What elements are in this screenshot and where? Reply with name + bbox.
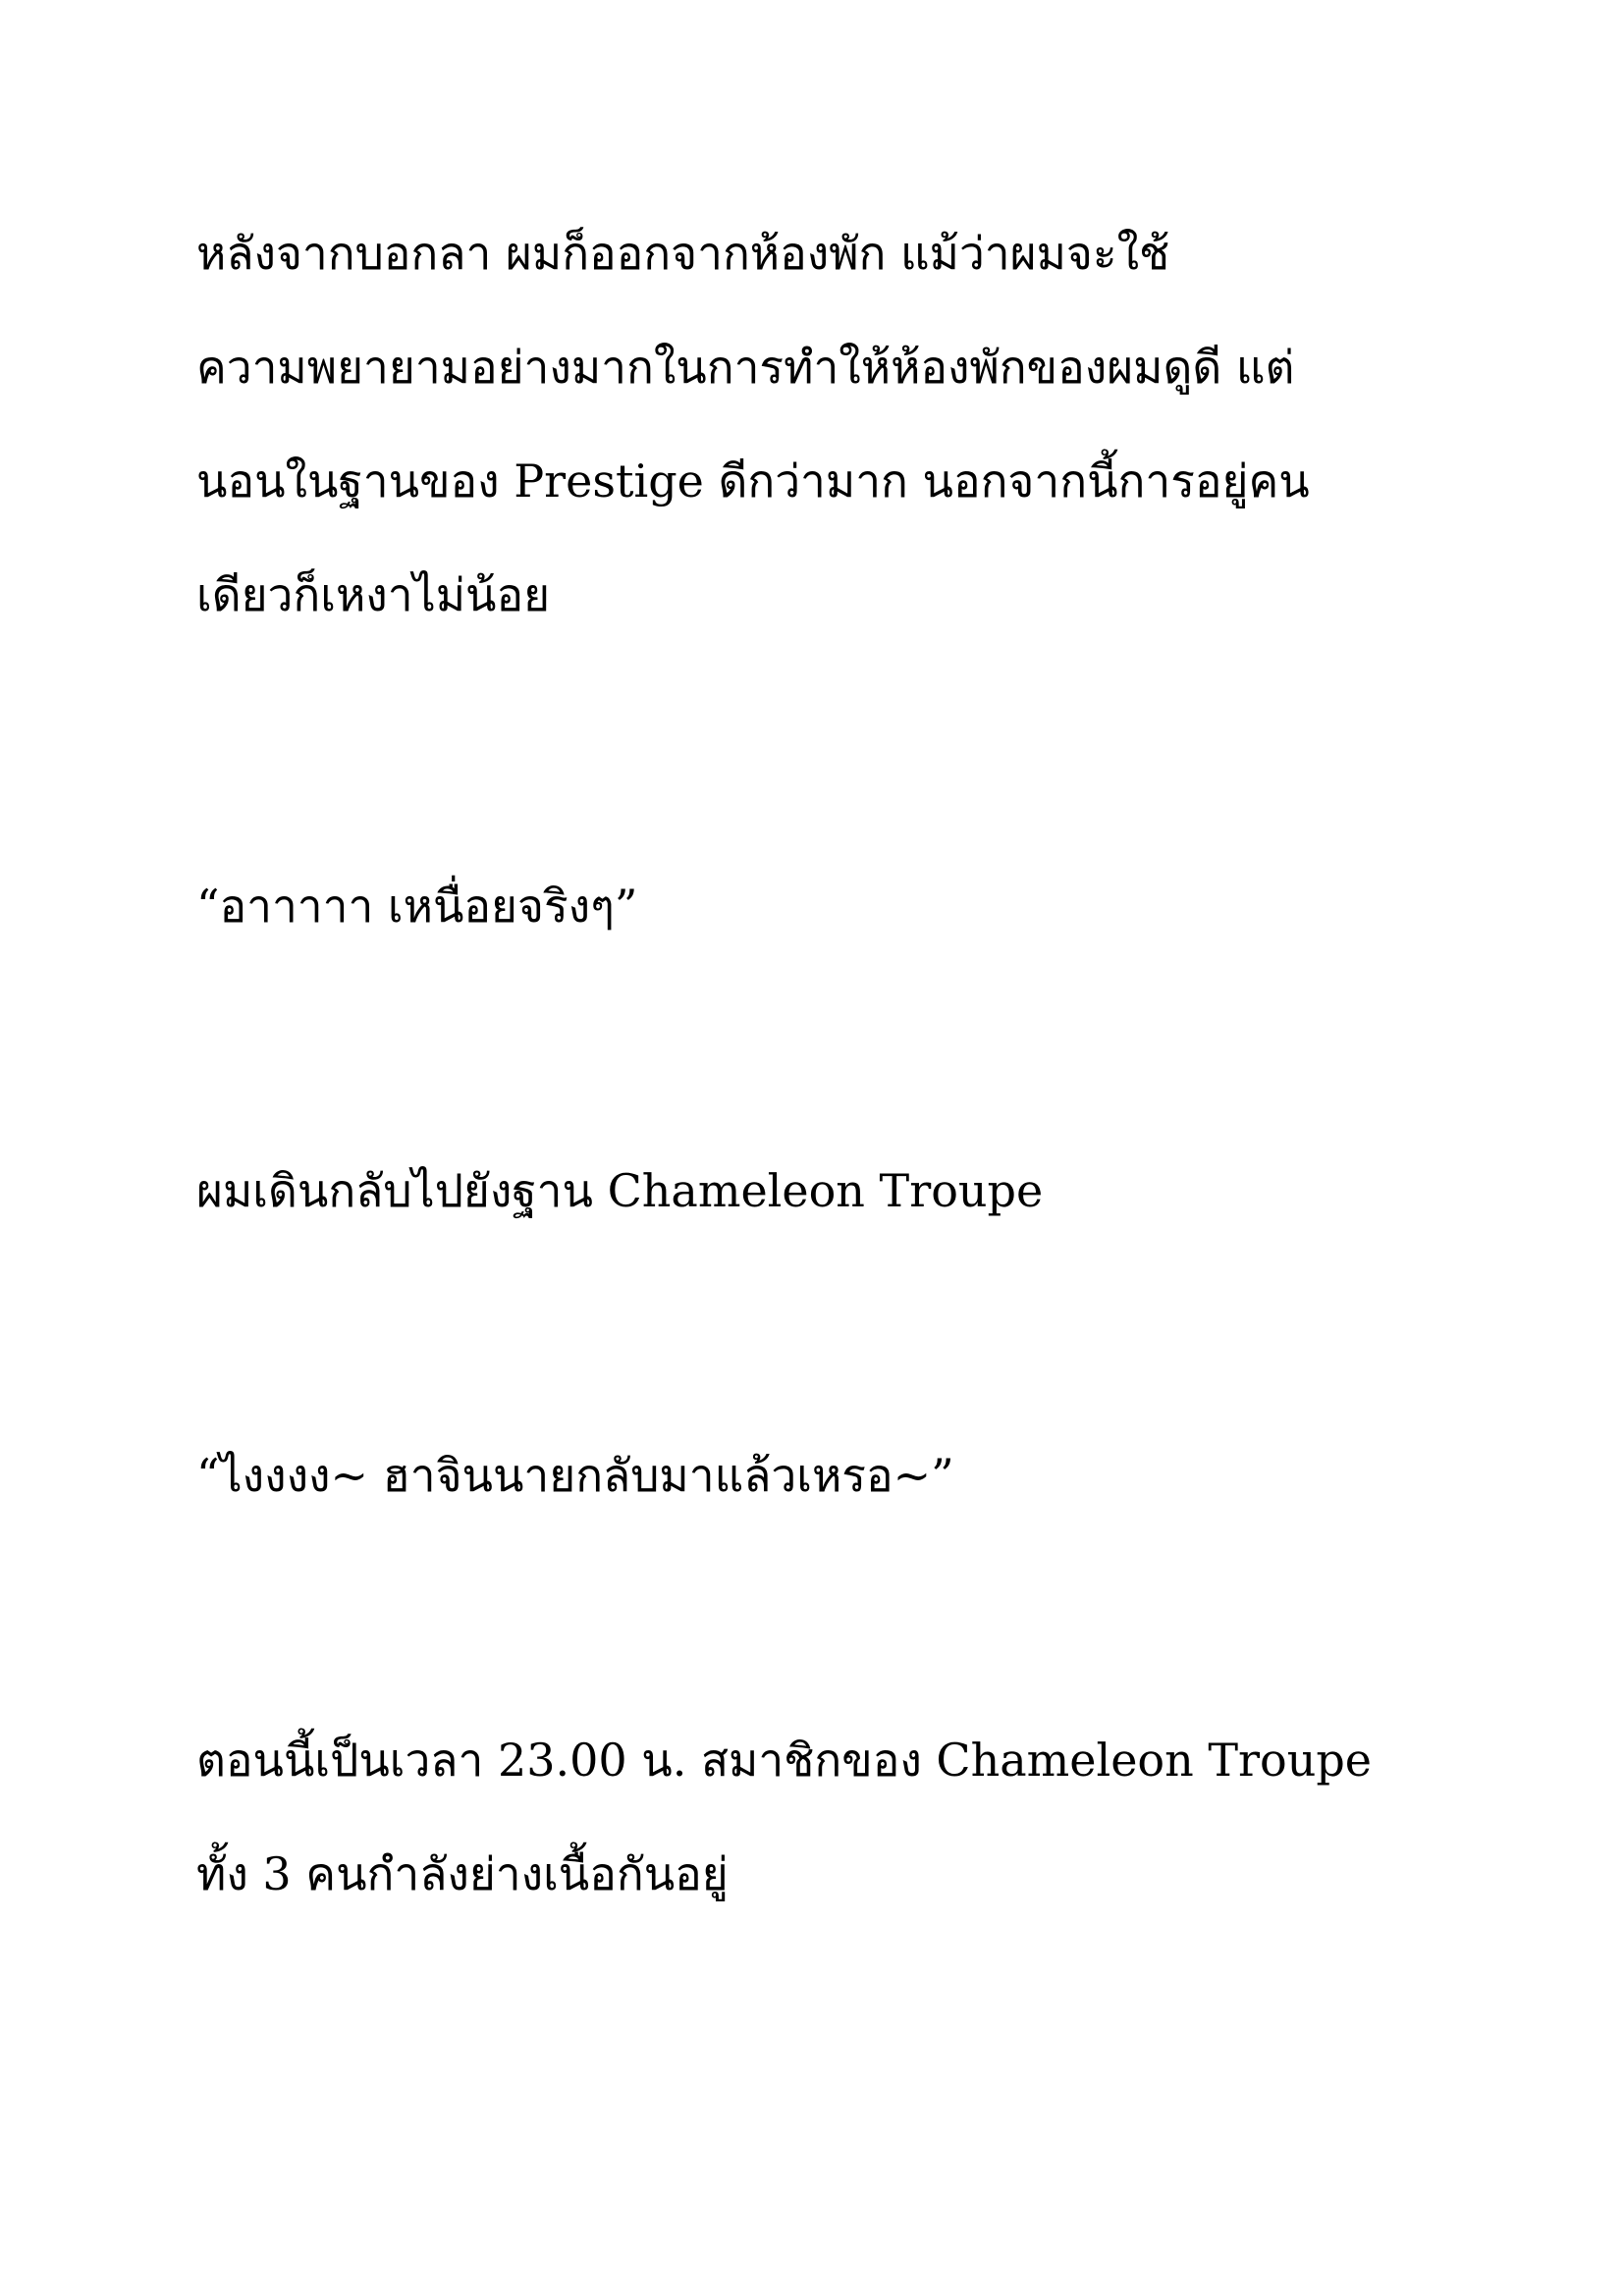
- paragraph-dialogue-tired: [196, 849, 1453, 963]
- paragraph-narration-walking-back: [196, 1134, 1453, 1248]
- paragraph-narration-leaving-room: [196, 196, 1453, 652]
- text-line: เดียวก็เหงาไม่น้อย: [196, 568, 551, 621]
- paragraph-dialogue-greeting: [196, 1418, 1453, 1532]
- text-line: “ไงงงง~ ฮาจินนายกลับมาแล้วเหรอ~”: [196, 1449, 954, 1502]
- paragraph-narration-barbecue: [196, 1703, 1453, 1931]
- text-line: ตอนนี้เป็นเวลา 23.00 น. สมาชิกของ Chameleon Troupe: [196, 1734, 1373, 1787]
- text-line: “อาาาาา เหนื่อยจริงๆ”: [196, 880, 638, 933]
- text-line: ผมเดินกลับไปยังฐาน Chameleon Troupe: [196, 1164, 1044, 1217]
- text-line: ความพยายามอย่างมากในการทำให้ห้องพักของผมดูดี แต่: [196, 341, 1295, 394]
- text-line: นอนในฐานของ Prestige ดีกว่ามาก นอกจากนี้การอยู่คน: [196, 454, 1310, 507]
- text-line: หลังจากบอกลา ผมก็ออกจากห้องพัก แม้ว่าผมจะใช้: [196, 227, 1170, 280]
- text-line: ทั้ง 3 คนกำลังย่างเนื้อกันอยู่: [196, 1847, 729, 1900]
